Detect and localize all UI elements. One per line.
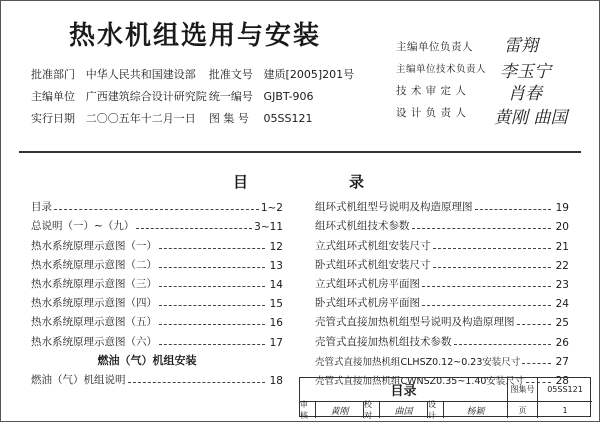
- toc-entry[interactable]: [31, 368, 283, 387]
- meta-value: 二〇〇五年十二月一日: [85, 112, 196, 125]
- toc-right-column: [315, 195, 569, 387]
- meta-value: 05SS121: [263, 111, 313, 125]
- atlas-number: 05SS121: [538, 378, 592, 402]
- toc-entry-title: 热水系统原理示意图（五）: [31, 316, 157, 329]
- dot-leader: [433, 267, 552, 268]
- header-divider: [19, 151, 581, 153]
- toc-entry-title: 壳管式直接加热机组CLHSZ0.12~0.23安装尺寸: [315, 356, 521, 368]
- toc-entry-title: 组环式机组型号说明及构造原理图: [315, 201, 473, 214]
- dot-leader: [54, 209, 259, 210]
- handwritten-signature: 李玉宁: [500, 62, 551, 82]
- dot-leader: [159, 305, 265, 306]
- toc-entry-title: 燃油（气）机组说明: [31, 373, 126, 386]
- review-label: 审核: [300, 402, 316, 418]
- dot-leader: [422, 286, 551, 287]
- dot-leader: [454, 344, 552, 345]
- toc-entry[interactable]: [315, 214, 569, 233]
- approval-row: [31, 85, 371, 107]
- design-signature: 杨颖: [444, 402, 508, 418]
- toc-entry-page: 27: [555, 355, 569, 368]
- toc-entry-title: 卧式组环式机组安装尺寸: [315, 258, 431, 271]
- title-block: [299, 374, 591, 420]
- meta-label: 统一编号: [208, 90, 253, 103]
- meta-label: 批准部门: [31, 68, 75, 81]
- toc-entry-page: 1~2: [260, 202, 283, 215]
- toc-entry-title: 热水系统原理示意图（四）: [31, 297, 157, 310]
- responsible-label: 技 术 审 定 人: [396, 84, 467, 97]
- toc-entry[interactable]: [31, 253, 283, 272]
- design-label: 设计: [428, 402, 444, 418]
- page-label: 页: [508, 402, 538, 418]
- toc-entry-title: 壳管式直接加热机组技术参数: [315, 335, 452, 348]
- toc-entry[interactable]: [315, 310, 569, 329]
- toc-entry-page: 20: [555, 221, 569, 234]
- toc-entry[interactable]: [315, 272, 569, 291]
- responsible-row: [396, 35, 596, 57]
- meta-value: 中华人民共和国建设部: [85, 68, 196, 81]
- toc-entry-title: 热水系统原理示意图（一）: [31, 239, 157, 252]
- toc-entry-title: 热水系统原理示意图（二）: [31, 258, 157, 271]
- approval-row: [31, 63, 371, 85]
- toc-entry-title: 壳管式直接加热机组型号说明及构造原理图: [315, 316, 515, 329]
- meta-value: GJBT-906: [263, 89, 314, 103]
- page-number: 1: [562, 405, 568, 415]
- toc-entry-page: 24: [555, 298, 569, 311]
- meta-label: 批准文号: [208, 68, 253, 81]
- dot-leader: [136, 228, 252, 229]
- handwritten-signature: 黄刚 曲国: [494, 108, 568, 128]
- toc-entry-page: 13: [269, 259, 283, 272]
- toc-entry[interactable]: [31, 214, 283, 233]
- responsible-row: [396, 57, 596, 82]
- toc-left-column: [31, 195, 283, 387]
- dot-leader: [159, 267, 265, 268]
- toc-entry-title: 立式组环式机组安装尺寸: [315, 239, 431, 252]
- page-title: 热水机组选用与安装: [69, 21, 322, 51]
- toc-entry-page: 22: [555, 259, 569, 272]
- toc-entry-page: 18: [269, 374, 283, 387]
- review-signature: 黄刚: [316, 402, 364, 418]
- dot-leader: [412, 228, 552, 229]
- toc-entry-title: 卧式组环式机房平面图: [315, 297, 420, 310]
- dot-leader: [522, 363, 551, 364]
- toc-entry-title: 热水系统原理示意图（六）: [31, 335, 157, 348]
- atlas-label: 图集号: [508, 378, 538, 402]
- toc-title: 目: [233, 173, 249, 191]
- toc-entry-title: 组环式机组技术参数: [315, 220, 410, 233]
- toc-entry-page: 25: [555, 317, 569, 330]
- dot-leader: [128, 382, 266, 383]
- toc-entry-page: 16: [269, 317, 283, 330]
- toc-entry-page: 19: [555, 202, 569, 215]
- toc-entry[interactable]: [31, 310, 283, 329]
- toc-entry-page: 23: [555, 278, 569, 291]
- approval-info: [31, 63, 371, 129]
- toc-entry[interactable]: [31, 272, 283, 291]
- toc-entry[interactable]: [315, 349, 569, 368]
- responsible-row: [396, 101, 596, 128]
- toc-entry-page: 15: [269, 298, 283, 311]
- toc-entry-title: 壳管式直接加热机组CWNSZ0.35~1.40安装尺寸: [315, 375, 525, 387]
- meta-label: 图 集 号: [208, 112, 249, 125]
- responsible-persons: [396, 35, 596, 128]
- meta-label: 主编单位: [31, 90, 75, 103]
- toc-entry-title: 总说明（一）~（九）: [31, 220, 135, 233]
- dot-leader: [517, 324, 552, 325]
- meta-value: 建质[2005]201号: [263, 68, 355, 81]
- toc-entry[interactable]: [315, 253, 569, 272]
- toc-entry-title: 热水系统原理示意图（三）: [31, 277, 157, 290]
- toc-entry-page: 21: [555, 240, 569, 253]
- responsible-label: 主编单位技术负责人: [396, 64, 487, 75]
- toc-entry-title: 立式组环式机房平面图: [315, 277, 420, 290]
- dot-leader: [422, 305, 551, 306]
- toc-entry-page: 3~11: [254, 221, 283, 234]
- toc-entry[interactable]: [31, 291, 283, 310]
- dot-leader: [159, 248, 265, 249]
- toc-title: 录: [349, 173, 365, 191]
- responsible-label: 主编单位负责人: [396, 40, 473, 53]
- toc-entry[interactable]: [315, 329, 569, 348]
- toc-entry-title: 目录: [31, 201, 52, 214]
- toc-entry[interactable]: [315, 195, 569, 214]
- toc-entry[interactable]: [315, 291, 569, 310]
- toc-section-heading: 燃油（气）机组安装: [97, 353, 197, 367]
- handwritten-signature: 雷翔: [504, 36, 538, 56]
- approval-row: [31, 107, 371, 129]
- toc-entry-page: 17: [269, 336, 283, 349]
- toc-entry[interactable]: [31, 233, 283, 252]
- toc-entry[interactable]: [31, 329, 283, 348]
- dot-leader: [475, 209, 552, 210]
- responsible-label: 设 计 负 责 人: [396, 106, 467, 119]
- meta-label: 实行日期: [31, 112, 75, 125]
- dot-leader: [433, 248, 552, 249]
- toc-entry[interactable]: [315, 233, 569, 252]
- dot-leader: [159, 344, 265, 345]
- meta-value: 广西建筑综合设计研究院: [85, 90, 207, 103]
- toc-entry[interactable]: [31, 195, 283, 214]
- dot-leader: [159, 286, 265, 287]
- toc-entry-page: 28: [555, 374, 569, 387]
- handwritten-signature: 肖春: [508, 84, 542, 104]
- toc-entry-page: 14: [269, 278, 283, 291]
- toc-entry-page: 26: [555, 336, 569, 349]
- check-signature: 曲国: [380, 402, 428, 418]
- check-label: 校对: [364, 402, 380, 418]
- responsible-row: [396, 79, 596, 104]
- dot-leader: [159, 324, 265, 325]
- toc-entry-page: 12: [269, 240, 283, 253]
- sheet-title: 目录: [300, 378, 508, 402]
